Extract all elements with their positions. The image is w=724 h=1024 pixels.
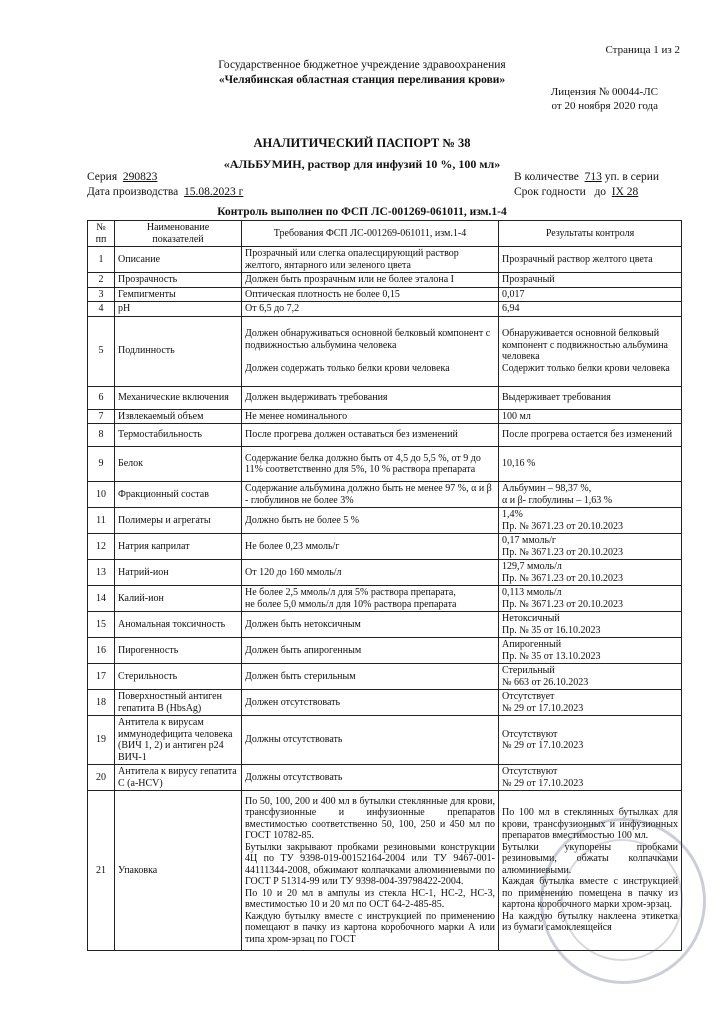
row-requirement: Должны отсутствовать bbox=[242, 716, 499, 765]
row-indicator-name: Антитела к вирусу гепатита С (а-HCV) bbox=[115, 765, 242, 791]
row-requirement: Должно быть не более 5 % bbox=[242, 508, 499, 534]
row-result: Стерильный № 663 от 26.10.2023 bbox=[499, 664, 682, 690]
document-subtitle: «АЛЬБУМИН, раствор для инфузий 10 %, 100 мл» bbox=[223, 157, 501, 171]
table-row bbox=[88, 386, 682, 409]
license-number: Лицензия № 00044-ЛС bbox=[550, 86, 658, 98]
row-result: 129,7 ммоль/л Пр. № 3671.23 от 20.10.2023 bbox=[499, 560, 682, 586]
row-indicator-name: Гемпигменты bbox=[115, 287, 242, 302]
series-value: 290823 bbox=[122, 171, 158, 183]
row-indicator-name: pH bbox=[115, 302, 242, 317]
row-indicator-name: Подлинность bbox=[115, 316, 242, 386]
row-number: 1 bbox=[88, 247, 115, 273]
table-row bbox=[88, 664, 682, 690]
quantity-line bbox=[514, 171, 659, 183]
row-result: Отсутствуют № 29 от 17.10.2023 bbox=[499, 716, 682, 765]
analysis-table bbox=[87, 220, 682, 951]
row-indicator-name: Белок bbox=[115, 447, 242, 482]
row-number: 19 bbox=[88, 716, 115, 765]
row-requirement: Не более 2,5 ммоль/л для 5% раствора препарата, не более 5,0 ммоль/л для 10% раствора препарата bbox=[242, 586, 499, 612]
table-row bbox=[88, 690, 682, 716]
series-line bbox=[87, 171, 157, 183]
table-row bbox=[88, 586, 682, 612]
production-date-label: Дата производства bbox=[87, 186, 179, 198]
row-result: По 100 мл в стеклянных бутылках для крови, трансфузионных и инфузионных препаратов вместимостью 100 мл. Бутылки укупорены пробками резиновыми, обжаты колпачками алюминиевыми. Каждая бутылка вместе с инструкцией по применению помещена в пачку из картона коробочного марки хром-эрзац. На каждую бутылку наклеена этикетка из бумаги самоклеящейся bbox=[499, 791, 682, 951]
table-row bbox=[88, 560, 682, 586]
row-result: 0,17 ммоль/г Пр. № 3671.23 от 20.10.2023 bbox=[499, 534, 682, 560]
row-requirement: Должен быть прозрачным или не более эталона I bbox=[242, 273, 499, 288]
row-indicator-name: Термостабильность bbox=[115, 424, 242, 447]
row-number: 18 bbox=[88, 690, 115, 716]
production-date-line bbox=[87, 186, 243, 198]
row-result: 0,113 ммоль/л Пр. № 3671.23 от 20.10.2023 bbox=[499, 586, 682, 612]
row-indicator-name: Упаковка bbox=[115, 791, 242, 951]
header-results: Результаты контроля bbox=[499, 221, 682, 247]
row-result: Обнаруживается основной белковый компонент с подвижностью альбумина человека Содержит только белки крови человека bbox=[499, 316, 682, 386]
table-row bbox=[88, 765, 682, 791]
row-number: 5 bbox=[88, 316, 115, 386]
row-requirement: Должны отсутствовать bbox=[242, 765, 499, 791]
license-block bbox=[551, 85, 658, 113]
row-number: 14 bbox=[88, 586, 115, 612]
header-num: № пп bbox=[88, 221, 115, 247]
table-row bbox=[88, 716, 682, 765]
row-requirement: Содержание альбумина должно быть не менее 97 %, α и β - глобулинов не более 3% bbox=[242, 482, 499, 508]
table-row bbox=[88, 302, 682, 317]
row-number: 10 bbox=[88, 482, 115, 508]
row-indicator-name: Аномальная токсичность bbox=[115, 612, 242, 638]
row-number: 13 bbox=[88, 560, 115, 586]
row-number: 2 bbox=[88, 273, 115, 288]
page-number: Страница 1 из 2 bbox=[605, 44, 680, 56]
series-label: Серия bbox=[87, 171, 118, 183]
table-row bbox=[88, 424, 682, 447]
table-header-row bbox=[88, 221, 682, 247]
header-name: Наименование показателей bbox=[115, 221, 242, 247]
row-indicator-name: Описание bbox=[115, 247, 242, 273]
row-result: Апирогенный Пр. № 35 от 13.10.2023 bbox=[499, 638, 682, 664]
row-requirement: Должен быть нетоксичным bbox=[242, 612, 499, 638]
production-date-value: 15.08.2023 г bbox=[184, 186, 244, 198]
row-number: 20 bbox=[88, 765, 115, 791]
row-indicator-name: Прозрачность bbox=[115, 273, 242, 288]
row-requirement: Оптическая плотность не более 0,15 bbox=[242, 287, 499, 302]
table-row bbox=[88, 287, 682, 302]
license-date: от 20 ноября 2020 года bbox=[551, 100, 658, 112]
row-requirement: После прогрева должен оставаться без изменений bbox=[242, 424, 499, 447]
row-requirement: Не менее номинального bbox=[242, 409, 499, 424]
header-requirements: Требования ФСП ЛС-001269-061011, изм.1-4 bbox=[242, 221, 499, 247]
row-requirement: По 50, 100, 200 и 400 мл в бутылки стеклянные для крови, трансфузионные и инфузионные препаратов вместимостью соответственно 50, 100, 250 и 450 мл по ГОСТ 10782-85. Бутылки закрывают пробками резиновыми конструкции 4Ц по ТУ 9398-019-00152164-2004 или ТУ 9467-001-44111344-2008, обжимают колпачками алюминиевыми по ГОСТ Р 51314-99 или ТУ 9398-004-39798422-2004. По 10 и 20 мл в ампулы из стекла НС-1, НС-2, НС-3, вместимостью 10 и 20 мл по ОСТ 64-2-485-85. Каждую бутылку вместе с инструкцией по применению помещают в пачку из картона коробочного марки А или типа хром-эрзац по ГОСТ bbox=[242, 791, 499, 951]
row-indicator-name: Натрия каприлат bbox=[115, 534, 242, 560]
control-line: Контроль выполнен по ФСП ЛС-001269-061011, изм.1-4 bbox=[217, 206, 507, 218]
row-result: 10,16 % bbox=[499, 447, 682, 482]
row-requirement: Должен выдерживать требования bbox=[242, 386, 499, 409]
row-number: 4 bbox=[88, 302, 115, 317]
row-number: 12 bbox=[88, 534, 115, 560]
expiry-label: Срок годности bbox=[514, 186, 586, 198]
row-requirement: Должен быть стерильным bbox=[242, 664, 499, 690]
row-requirement: От 6,5 до 7,2 bbox=[242, 302, 499, 317]
row-number: 8 bbox=[88, 424, 115, 447]
expiry-prefix: до bbox=[594, 186, 607, 198]
row-requirement: Должен обнаруживаться основной белковый компонент с подвижностью альбумина человека Должен содержать только белки крови человека bbox=[242, 316, 499, 386]
row-number: 6 bbox=[88, 386, 115, 409]
row-result: Нетоксичный Пр. № 35 от 16.10.2023 bbox=[499, 612, 682, 638]
quantity-suffix: уп. в серии bbox=[604, 171, 660, 183]
row-number: 16 bbox=[88, 638, 115, 664]
row-indicator-name: Механические включения bbox=[115, 386, 242, 409]
organization-header bbox=[0, 58, 724, 88]
row-result: Прозрачный раствор желтого цвета bbox=[499, 247, 682, 273]
row-result: 1,4% Пр. № 3671.23 от 20.10.2023 bbox=[499, 508, 682, 534]
table-row bbox=[88, 247, 682, 273]
row-result: Альбумин – 98,37 %, α и β- глобулины – 1,63 % bbox=[499, 482, 682, 508]
row-requirement: Прозрачный или слегка опалесцирующий раствор желтого, янтарного или зеленого цвета bbox=[242, 247, 499, 273]
row-result: Отсутствуют № 29 от 17.10.2023 bbox=[499, 765, 682, 791]
expiry-line bbox=[514, 186, 638, 198]
row-indicator-name: Фракционный состав bbox=[115, 482, 242, 508]
row-requirement: От 120 до 160 ммоль/л bbox=[242, 560, 499, 586]
row-number: 9 bbox=[88, 447, 115, 482]
row-indicator-name: Поверхностный антиген гепатита В (HbsAg) bbox=[115, 690, 242, 716]
row-indicator-name: Стерильность bbox=[115, 664, 242, 690]
row-requirement: Содержание белка должно быть от 4,5 до 5,5 %, от 9 до 11% соответственно для 5%, 10 % раствора препарата bbox=[242, 447, 499, 482]
table-row bbox=[88, 638, 682, 664]
expiry-value: IX 28 bbox=[611, 186, 639, 198]
organization-line-1: Государственное бюджетное учреждение здравоохранения bbox=[218, 59, 506, 71]
row-indicator-name: Натрий-ион bbox=[115, 560, 242, 586]
row-number: 11 bbox=[88, 508, 115, 534]
row-result: 6,94 bbox=[499, 302, 682, 317]
row-result: 0,017 bbox=[499, 287, 682, 302]
row-result: 100 мл bbox=[499, 409, 682, 424]
row-number: 7 bbox=[88, 409, 115, 424]
row-requirement: Должен отсутствовать bbox=[242, 690, 499, 716]
row-indicator-name: Калий-ион bbox=[115, 586, 242, 612]
row-number: 15 bbox=[88, 612, 115, 638]
table-row bbox=[88, 273, 682, 288]
organization-line-2: «Челябинская областная станция переливания крови» bbox=[218, 74, 506, 86]
table-row bbox=[88, 316, 682, 386]
row-result: Выдерживает требования bbox=[499, 386, 682, 409]
row-indicator-name: Пирогенность bbox=[115, 638, 242, 664]
row-result: Отсутствует № 29 от 17.10.2023 bbox=[499, 690, 682, 716]
table-row bbox=[88, 447, 682, 482]
document-title: АНАЛИТИЧЕСКИЙ ПАСПОРТ № 38 bbox=[253, 136, 471, 150]
table-row bbox=[88, 409, 682, 424]
row-indicator-name: Полимеры и агрегаты bbox=[115, 508, 242, 534]
row-requirement: Должен быть апирогенным bbox=[242, 638, 499, 664]
row-number: 17 bbox=[88, 664, 115, 690]
row-result: Прозрачный bbox=[499, 273, 682, 288]
quantity-prefix: В количестве bbox=[514, 171, 579, 183]
row-indicator-name: Извлекаемый объем bbox=[115, 409, 242, 424]
table-row bbox=[88, 534, 682, 560]
quantity-value: 713 bbox=[584, 171, 602, 183]
row-requirement: Не более 0,23 ммоль/г bbox=[242, 534, 499, 560]
row-number: 21 bbox=[88, 791, 115, 951]
row-indicator-name: Антитела к вирусам иммунодефицита человека (ВИЧ 1, 2) и антиген р24 ВИЧ-1 bbox=[115, 716, 242, 765]
row-result: После прогрева остается без изменений bbox=[499, 424, 682, 447]
table-row bbox=[88, 482, 682, 508]
table-row bbox=[88, 612, 682, 638]
row-number: 3 bbox=[88, 287, 115, 302]
table-row bbox=[88, 791, 682, 951]
table-row bbox=[88, 508, 682, 534]
